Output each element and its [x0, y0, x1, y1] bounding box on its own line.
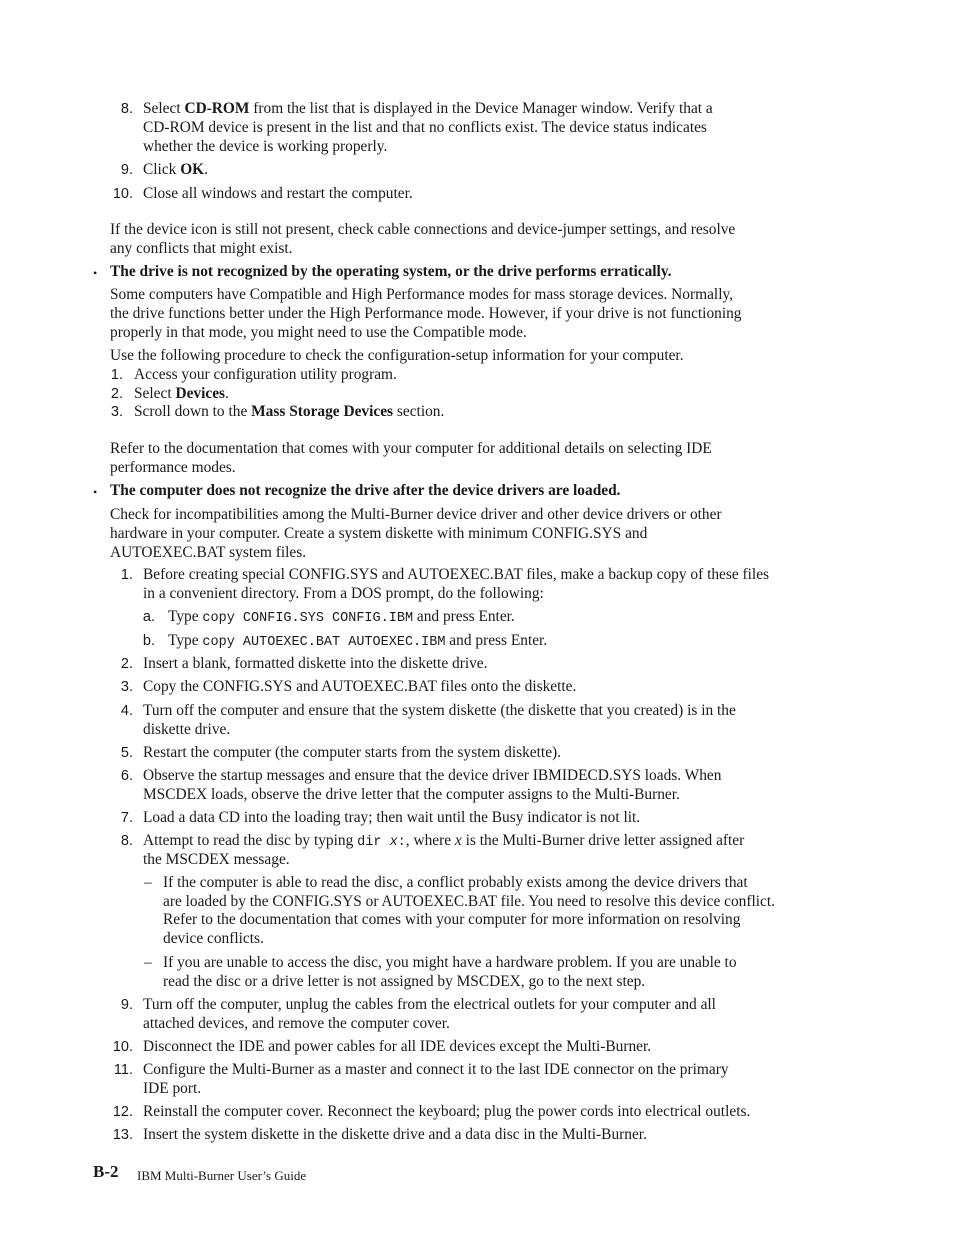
dash-marker: –: [144, 874, 152, 891]
dash-marker: –: [144, 954, 152, 971]
dash-text-line: If the computer is able to read the disc, a conflict probably exists among the device drivers that: [163, 874, 748, 891]
text-run: whether the device is working properly.: [143, 138, 388, 155]
text-run: Disconnect the IDE and power cables for all IDE devices except the Multi-Burner.: [143, 1038, 652, 1055]
text-run: Select: [143, 100, 185, 117]
text-run: Observe the startup messages and ensure that the device driver IBMIDECD.SYS loads. When: [143, 767, 722, 784]
step-text-line: [143, 808, 640, 827]
text-run: Type: [168, 608, 203, 625]
step-text-line: [134, 384, 229, 403]
step-text-line: [143, 1037, 651, 1056]
step-text-line: [143, 831, 744, 852]
text-run: Type: [168, 632, 203, 649]
text-run: diskette drive.: [143, 721, 231, 738]
text-run: copy CONFIG.SYS CONFIG.IBM: [202, 611, 414, 626]
text-run: Insert the system diskette in the diskette drive and a data disc in the Multi-Burner.: [143, 1126, 647, 1143]
text-run: , where: [405, 832, 455, 849]
text-run: in a convenient directory. From a DOS prompt, do the following:: [143, 585, 544, 602]
step-text-line: [143, 766, 721, 785]
step-text-line: [143, 654, 487, 673]
step-number: a.: [142, 609, 155, 625]
text-run: x: [389, 835, 398, 850]
step-text-line: [143, 1014, 450, 1033]
text-run: and press Enter.: [413, 608, 515, 625]
step-text-line: [143, 584, 544, 603]
bullet-heading: The drive is not recognized by the operating system, or the drive performs erratically.: [110, 263, 672, 280]
step-text-line: [134, 365, 397, 384]
text-run: MSCDEX loads, observe the drive letter that the computer assigns to the Multi-Burner.: [143, 786, 680, 803]
step-number: 8.: [120, 101, 133, 117]
step-text-line: [143, 118, 707, 137]
paragraph-line: the drive functions better under the High Performance mode. However, if your drive is not functioning: [110, 305, 742, 322]
step-text-line: [143, 184, 413, 203]
step-number: 4.: [120, 703, 133, 719]
footer-title: IBM Multi-Burner User’s Guide: [137, 1168, 307, 1183]
step-number: 1.: [110, 367, 123, 383]
bullet-marker: •: [93, 266, 98, 280]
text-run: CD-ROM device is present in the list and that no conflicts exist. The device status indicates: [143, 119, 707, 136]
step-text-line: [143, 1079, 201, 1098]
step-number: 9.: [120, 162, 133, 178]
substep-text-line: [168, 631, 547, 652]
text-run: Mass Storage Devices: [251, 403, 394, 420]
step-text-line: [143, 720, 230, 739]
text-run: Close all windows and restart the computer.: [143, 185, 413, 202]
step-number: 13.: [112, 1127, 133, 1143]
text-run: from the list that is displayed in the Device Manager window. Verify that a: [249, 100, 713, 117]
step-text-line: [143, 137, 387, 156]
step-number: 3.: [110, 404, 123, 420]
step-text-line: [143, 1102, 750, 1121]
dash-text-line: read the disc or a drive letter is not assigned by MSCDEX, go to the next step.: [163, 972, 646, 990]
text-run: Devices: [175, 384, 226, 402]
paragraph-line: any conflicts that might exist.: [110, 240, 293, 257]
step-number: 10.: [112, 186, 133, 202]
text-run: IDE port.: [143, 1080, 202, 1097]
step-number: 2.: [120, 656, 133, 672]
text-run: Attempt to read the disc by typing: [143, 832, 358, 849]
step-number: 11.: [113, 1062, 133, 1078]
paragraph-line: hardware in your computer. Create a system diskette with minimum CONFIG.SYS and: [110, 525, 648, 542]
step-number: 6.: [120, 768, 133, 784]
paragraph-line: Refer to the documentation that comes with your computer for additional details on selecting IDE: [110, 440, 712, 457]
bullet-heading: The computer does not recognize the drive after the device drivers are loaded.: [110, 482, 621, 499]
paragraph-line: If the device icon is still not present, check cable connections and device-jumper settings, and resolve: [110, 221, 736, 238]
step-number: 7.: [120, 810, 133, 826]
step-number: 3.: [120, 679, 133, 695]
text-run: Turn off the computer, unplug the cables from the electrical outlets for your computer and all: [143, 996, 716, 1013]
step-text-line: [143, 1125, 647, 1144]
text-run: dir: [357, 835, 390, 850]
text-run: Access your configuration utility program.: [134, 366, 397, 383]
step-text-line: [143, 565, 769, 584]
dash-text-line: If you are unable to access the disc, you might have a hardware problem. If you are unable to: [163, 954, 737, 971]
text-run: Configure the Multi-Burner as a master and connect it to the last IDE connector on the primary: [143, 1061, 729, 1078]
step-number: 5.: [120, 745, 133, 761]
text-run: copy AUTOEXEC.BAT AUTOEXEC.IBM: [202, 635, 446, 650]
step-text-line: [143, 677, 576, 696]
step-number: 12.: [112, 1104, 133, 1120]
bullet-marker: •: [93, 485, 98, 499]
step-text-line: [143, 160, 208, 179]
step-number: b.: [142, 633, 155, 649]
text-run: Reinstall the computer cover. Reconnect the keyboard; plug the power cords into electrical outlets.: [143, 1103, 751, 1120]
text-run: section.: [393, 403, 445, 420]
text-run: Before creating special CONFIG.SYS and AUTOEXEC.BAT files, make a backup copy of these files: [143, 566, 770, 583]
step-text-line: [143, 701, 736, 720]
text-run: Turn off the computer and ensure that the system diskette (the diskette that you created) is in the: [143, 702, 736, 719]
text-run: Copy the CONFIG.SYS and AUTOEXEC.BAT files onto the diskette.: [143, 678, 577, 695]
substep-text-line: [168, 607, 515, 628]
text-run: Insert a blank, formatted diskette into the diskette drive.: [143, 655, 488, 672]
text-run: Click: [143, 161, 181, 178]
step-text-line: [143, 785, 680, 804]
text-run: and press Enter.: [445, 632, 548, 649]
step-text-line: [143, 995, 716, 1014]
dash-text-line: device conflicts.: [163, 930, 264, 948]
dash-text-line: Refer to the documentation that comes with your computer for more information on resolving: [163, 911, 741, 929]
step-text-line: [143, 99, 713, 118]
paragraph-line: Check for incompatibilities among the Multi-Burner device driver and other device drivers or other: [110, 506, 722, 523]
step-text-line: [143, 1060, 729, 1079]
text-run: .: [225, 384, 229, 402]
paragraph-line: Use the following procedure to check the configuration-setup information for your computer.: [110, 347, 684, 364]
text-run: OK: [180, 161, 205, 178]
paragraph-line: Some computers have Compatible and High Performance modes for mass storage devices. Normally,: [110, 286, 734, 303]
text-run: :: [397, 835, 406, 850]
step-number: 9.: [120, 997, 133, 1013]
paragraph-line: performance modes.: [110, 459, 236, 476]
dash-text-line: are loaded by the CONFIG.SYS or AUTOEXEC.BAT file. You need to resolve this device conflict.: [163, 892, 775, 910]
footer-page-number: B-2: [93, 1162, 119, 1181]
text-run: .: [204, 161, 209, 178]
text-run: Scroll down to the: [134, 403, 252, 420]
text-run: is the Multi-Burner drive letter assigned after: [461, 832, 745, 849]
step-text-line: [143, 743, 561, 762]
paragraph-line: AUTOEXEC.BAT system files.: [110, 544, 307, 561]
text-run: Restart the computer (the computer starts from the system diskette).: [143, 744, 561, 761]
step-text-line: [143, 850, 290, 869]
text-run: x: [454, 832, 462, 849]
step-number: 10.: [112, 1039, 133, 1055]
text-run: the MSCDEX message.: [143, 851, 290, 868]
text-run: Load a data CD into the loading tray; then wait until the Busy indicator is not lit.: [143, 809, 641, 826]
step-text-line: [134, 402, 444, 421]
paragraph-line: properly in that mode, you might need to use the Compatible mode.: [110, 324, 527, 341]
text-run: attached devices, and remove the computer cover.: [143, 1015, 450, 1032]
text-run: CD-ROM: [184, 100, 250, 117]
text-run: Select: [134, 384, 176, 402]
step-number: 2.: [110, 385, 123, 402]
step-number: 8.: [120, 833, 133, 849]
step-number: 1.: [120, 567, 133, 583]
